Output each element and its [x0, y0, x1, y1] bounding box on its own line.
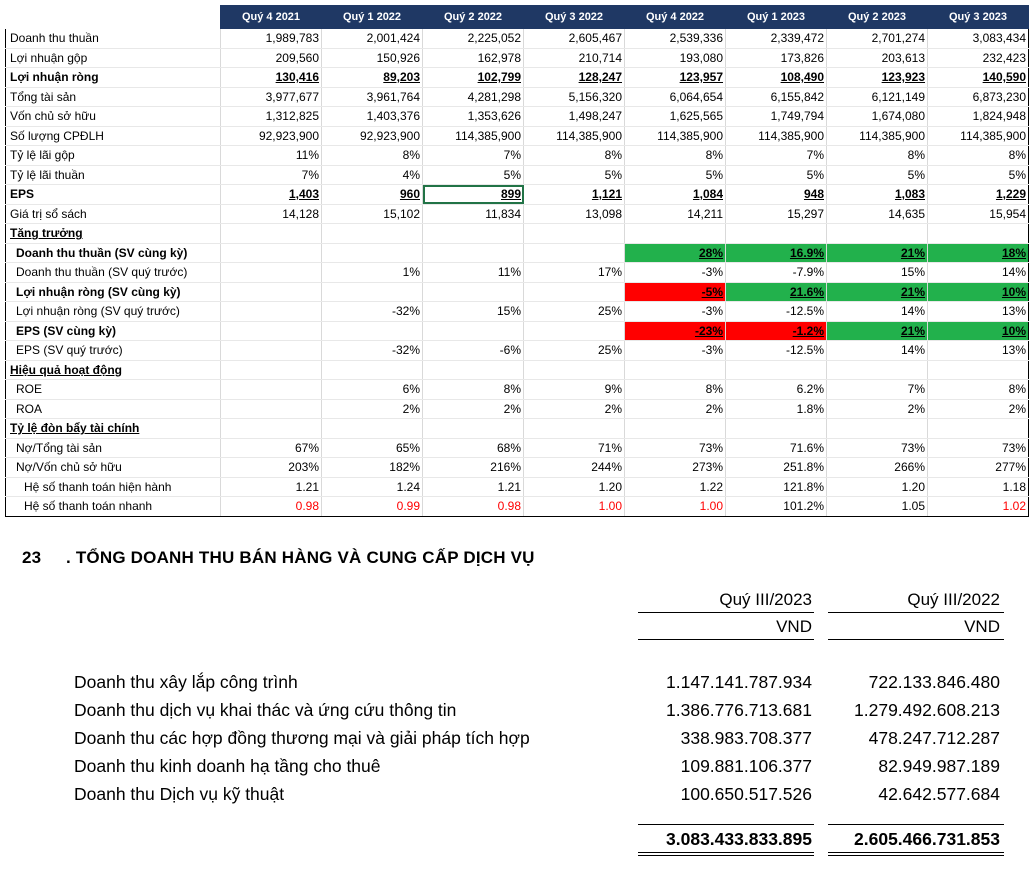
data-cell[interactable]: 5% [625, 165, 726, 185]
data-cell[interactable] [423, 224, 524, 244]
data-cell[interactable]: 13,098 [524, 204, 625, 224]
table-row [6, 68, 1029, 88]
revenue-item-label: Doanh thu xây lắp công trình [74, 672, 298, 692]
data-cell[interactable]: 15,297 [726, 204, 827, 224]
table-row [6, 48, 1029, 68]
data-cell[interactable] [928, 224, 1029, 244]
row-label[interactable]: Số lượng CPĐLH [6, 126, 221, 146]
data-cell[interactable]: 210,714 [524, 48, 625, 68]
data-cell[interactable] [928, 360, 1029, 380]
revenue-item-current: 100.650.517.526 [680, 784, 812, 804]
data-cell[interactable]: 0.98 [221, 497, 322, 517]
data-cell[interactable]: 1.02 [928, 497, 1029, 517]
row-label[interactable]: Tỷ lệ lãi gộp [6, 146, 221, 166]
data-cell[interactable]: 18% [928, 243, 1029, 263]
data-cell[interactable] [423, 282, 524, 302]
data-cell[interactable] [221, 302, 322, 322]
data-cell[interactable]: 73% [827, 438, 928, 458]
data-cell[interactable]: 8% [827, 146, 928, 166]
data-cell[interactable] [322, 419, 423, 439]
data-cell[interactable]: 244% [524, 458, 625, 478]
row-label[interactable]: ROA [6, 399, 221, 419]
corner-cell [6, 6, 221, 29]
data-cell[interactable]: 273% [625, 458, 726, 478]
data-cell[interactable]: 2,001,424 [322, 29, 423, 49]
data-cell[interactable]: 150,926 [322, 48, 423, 68]
revenue-item-current: 1.147.141.787.934 [666, 672, 812, 692]
row-label[interactable]: Doanh thu thuần (SV cùng kỳ) [6, 243, 221, 263]
table-row [6, 126, 1029, 146]
data-cell[interactable]: 73% [625, 438, 726, 458]
data-cell[interactable]: 1,989,783 [221, 29, 322, 49]
data-cell[interactable] [221, 263, 322, 283]
data-cell[interactable]: 2% [928, 399, 1029, 419]
data-cell[interactable]: 1,403,376 [322, 107, 423, 127]
data-cell[interactable]: -3% [625, 341, 726, 361]
data-cell[interactable]: 8% [928, 146, 1029, 166]
row-label[interactable]: Lợi nhuận ròng [6, 68, 221, 88]
table-row [6, 224, 1029, 244]
data-cell[interactable]: 17% [524, 263, 625, 283]
column-header[interactable]: Quý 4 2022 [625, 6, 726, 29]
data-cell[interactable] [221, 419, 322, 439]
data-cell[interactable]: 15,102 [322, 204, 423, 224]
data-cell[interactable]: 899 [423, 185, 524, 205]
data-cell[interactable]: 162,978 [423, 48, 524, 68]
data-cell[interactable]: 1,498,247 [524, 107, 625, 127]
table-row [6, 477, 1029, 497]
data-cell[interactable]: 13% [928, 302, 1029, 322]
data-cell[interactable]: 25% [524, 302, 625, 322]
data-cell[interactable] [524, 282, 625, 302]
data-cell[interactable]: 4% [322, 165, 423, 185]
data-cell[interactable]: 6,121,149 [827, 87, 928, 107]
total-prior: 2.605.466.731.853 [854, 829, 1000, 849]
data-cell[interactable]: 8% [322, 146, 423, 166]
row-label[interactable]: Hiệu quả hoạt động [6, 360, 221, 380]
data-cell[interactable]: 203% [221, 458, 322, 478]
data-cell[interactable]: 5% [524, 165, 625, 185]
data-cell[interactable] [726, 419, 827, 439]
data-cell[interactable]: 1,353,626 [423, 107, 524, 127]
data-cell[interactable]: 0.98 [423, 497, 524, 517]
data-cell[interactable] [827, 419, 928, 439]
data-cell[interactable] [322, 243, 423, 263]
data-cell[interactable]: 101.2% [726, 497, 827, 517]
data-cell[interactable]: 10% [928, 321, 1029, 341]
table-row [6, 165, 1029, 185]
data-cell[interactable]: 5% [423, 165, 524, 185]
data-cell[interactable] [625, 224, 726, 244]
data-cell[interactable] [423, 321, 524, 341]
data-cell[interactable]: 8% [928, 380, 1029, 400]
data-cell[interactable]: 14% [827, 341, 928, 361]
column-header[interactable]: Quý 4 2021 [221, 6, 322, 29]
data-cell[interactable]: 11% [221, 146, 322, 166]
data-cell[interactable]: 1,121 [524, 185, 625, 205]
data-cell[interactable]: 7% [423, 146, 524, 166]
data-cell[interactable]: 71% [524, 438, 625, 458]
data-cell[interactable]: 1,625,565 [625, 107, 726, 127]
data-cell[interactable]: 128,247 [524, 68, 625, 88]
data-cell[interactable]: 1,084 [625, 185, 726, 205]
header-rule [638, 639, 814, 640]
data-cell[interactable] [726, 224, 827, 244]
total-rule [828, 824, 1004, 825]
total-double-rule [828, 852, 1004, 853]
row-label[interactable]: EPS (SV cùng kỳ) [6, 321, 221, 341]
revenue-item-current: 338.983.708.377 [680, 728, 812, 748]
data-cell[interactable]: 2,605,467 [524, 29, 625, 49]
revenue-item-label: Doanh thu các hợp đồng thương mại và giải pháp tích hợp [74, 728, 530, 748]
revenue-item-prior: 1.279.492.608.213 [854, 700, 1000, 720]
data-cell[interactable]: -7.9% [726, 263, 827, 283]
data-cell[interactable] [221, 243, 322, 263]
data-cell[interactable]: 7% [221, 165, 322, 185]
table-row [6, 243, 1029, 263]
data-cell[interactable] [221, 399, 322, 419]
data-cell[interactable]: 3,083,434 [928, 29, 1029, 49]
table-row [6, 107, 1029, 127]
financial-summary-table [5, 5, 1029, 517]
data-cell[interactable]: 8% [423, 380, 524, 400]
data-cell[interactable]: 1.20 [827, 477, 928, 497]
row-label[interactable]: EPS (SV quý trước) [6, 341, 221, 361]
column-header-current: Quý III/2023 [719, 590, 812, 609]
data-cell[interactable]: 11,834 [423, 204, 524, 224]
data-cell[interactable] [524, 243, 625, 263]
table-row [6, 263, 1029, 283]
data-cell[interactable] [221, 360, 322, 380]
row-label[interactable]: Tỷ lệ đòn bẩy tài chính [6, 419, 221, 439]
data-cell[interactable]: 2,225,052 [423, 29, 524, 49]
data-cell[interactable]: -1.2% [726, 321, 827, 341]
data-cell[interactable]: 1.00 [524, 497, 625, 517]
data-cell[interactable]: 14,128 [221, 204, 322, 224]
data-cell[interactable]: 102,799 [423, 68, 524, 88]
data-cell[interactable]: -23% [625, 321, 726, 341]
data-cell[interactable]: 21% [827, 321, 928, 341]
data-cell[interactable]: 8% [625, 380, 726, 400]
column-header-prior: Quý III/2022 [907, 590, 1000, 609]
data-cell[interactable] [423, 360, 524, 380]
header-rule [828, 612, 1004, 613]
row-label[interactable]: EPS [6, 185, 221, 205]
note-number: 23 [22, 548, 42, 567]
data-cell[interactable]: 948 [726, 185, 827, 205]
total-double-rule [638, 855, 814, 856]
unit-label: VND [964, 617, 1000, 636]
data-cell[interactable]: 1,824,948 [928, 107, 1029, 127]
data-cell[interactable]: 193,080 [625, 48, 726, 68]
data-cell[interactable]: 1.00 [625, 497, 726, 517]
data-cell[interactable]: 8% [524, 146, 625, 166]
data-cell[interactable]: -5% [625, 282, 726, 302]
data-cell[interactable] [625, 419, 726, 439]
data-cell[interactable]: 28% [625, 243, 726, 263]
table-row [6, 321, 1029, 341]
data-cell[interactable]: 2,339,472 [726, 29, 827, 49]
revenue-item-prior: 82.949.987.189 [878, 756, 1000, 776]
data-cell[interactable] [221, 380, 322, 400]
data-cell[interactable]: 3,977,677 [221, 87, 322, 107]
data-cell[interactable]: 21.6% [726, 282, 827, 302]
data-cell[interactable] [625, 360, 726, 380]
data-cell[interactable]: 960 [322, 185, 423, 205]
data-cell[interactable]: 2% [524, 399, 625, 419]
data-cell[interactable]: -3% [625, 263, 726, 283]
data-cell[interactable]: 173,826 [726, 48, 827, 68]
data-cell[interactable]: 13% [928, 341, 1029, 361]
data-cell[interactable]: 277% [928, 458, 1029, 478]
revenue-item-current: 1.386.776.713.681 [666, 700, 812, 720]
data-cell[interactable]: 114,385,900 [625, 126, 726, 146]
revenue-item-label: Doanh thu dịch vụ khai thác và ứng cứu thông tin [74, 700, 457, 720]
revenue-item-label: Doanh thu kinh doanh hạ tầng cho thuê [74, 756, 381, 776]
data-cell[interactable]: 1.05 [827, 497, 928, 517]
row-label[interactable]: Nợ/Vốn chủ sở hữu [6, 458, 221, 478]
data-cell[interactable] [827, 224, 928, 244]
data-cell[interactable]: 2% [322, 399, 423, 419]
data-cell[interactable] [322, 282, 423, 302]
data-cell[interactable]: 1.21 [221, 477, 322, 497]
data-cell[interactable]: 15,954 [928, 204, 1029, 224]
data-cell[interactable]: 121.8% [726, 477, 827, 497]
data-cell[interactable]: 209,560 [221, 48, 322, 68]
data-cell[interactable]: 2,701,274 [827, 29, 928, 49]
data-cell[interactable]: 6,064,654 [625, 87, 726, 107]
data-cell[interactable]: 123,923 [827, 68, 928, 88]
data-cell[interactable]: -3% [625, 302, 726, 322]
data-cell[interactable]: 8% [625, 146, 726, 166]
total-current: 3.083.433.833.895 [666, 829, 812, 849]
row-label[interactable]: Tổng tài sản [6, 87, 221, 107]
data-cell[interactable]: 92,923,900 [221, 126, 322, 146]
row-label[interactable]: Giá trị sổ sách [6, 204, 221, 224]
data-cell[interactable] [221, 282, 322, 302]
row-label[interactable]: Lợi nhuận ròng (SV quý trước) [6, 302, 221, 322]
total-double-rule [828, 855, 1004, 856]
data-cell[interactable]: -32% [322, 302, 423, 322]
data-cell[interactable]: 114,385,900 [827, 126, 928, 146]
table-row [6, 380, 1029, 400]
data-cell[interactable]: 68% [423, 438, 524, 458]
data-cell[interactable]: 216% [423, 458, 524, 478]
table-row [6, 497, 1029, 517]
data-cell[interactable] [221, 321, 322, 341]
row-label[interactable]: ROE [6, 380, 221, 400]
data-cell[interactable]: 7% [827, 380, 928, 400]
table-row [6, 282, 1029, 302]
data-cell[interactable]: 14,635 [827, 204, 928, 224]
data-cell[interactable] [221, 224, 322, 244]
header-row [6, 6, 1029, 29]
table-row [6, 458, 1029, 478]
data-cell[interactable]: 10% [928, 282, 1029, 302]
data-cell[interactable] [524, 419, 625, 439]
data-cell[interactable]: 5% [726, 165, 827, 185]
data-cell[interactable]: -12.5% [726, 341, 827, 361]
data-cell[interactable]: 1.24 [322, 477, 423, 497]
table-row [6, 341, 1029, 361]
data-cell[interactable]: 1,229 [928, 185, 1029, 205]
row-label[interactable]: Tỷ lệ lãi thuần [6, 165, 221, 185]
data-cell[interactable]: 21% [827, 282, 928, 302]
revenue-note [0, 522, 1032, 872]
table-row [6, 360, 1029, 380]
data-cell[interactable]: 1,749,794 [726, 107, 827, 127]
data-cell[interactable]: 266% [827, 458, 928, 478]
data-cell[interactable]: 1.18 [928, 477, 1029, 497]
column-header[interactable]: Quý 2 2023 [827, 6, 928, 29]
data-cell[interactable]: 65% [322, 438, 423, 458]
data-cell[interactable] [322, 360, 423, 380]
data-cell[interactable]: 5,156,320 [524, 87, 625, 107]
data-cell[interactable]: 6.2% [726, 380, 827, 400]
data-cell[interactable]: 67% [221, 438, 322, 458]
data-cell[interactable]: 2,539,336 [625, 29, 726, 49]
table-row [6, 438, 1029, 458]
row-label[interactable]: Doanh thu thuần (SV quý trước) [6, 263, 221, 283]
row-label[interactable]: Doanh thu thuần [6, 29, 221, 49]
data-cell[interactable]: 203,613 [827, 48, 928, 68]
total-double-rule [638, 852, 814, 853]
data-cell[interactable] [322, 321, 423, 341]
data-cell[interactable]: 5% [928, 165, 1029, 185]
unit-label: VND [776, 617, 812, 636]
data-cell[interactable]: 1,403 [221, 185, 322, 205]
data-cell[interactable]: 0.99 [322, 497, 423, 517]
column-header[interactable]: Quý 2 2022 [423, 6, 524, 29]
data-cell[interactable]: 1.21 [423, 477, 524, 497]
data-cell[interactable]: 14,211 [625, 204, 726, 224]
data-cell[interactable]: 251.8% [726, 458, 827, 478]
data-cell[interactable]: 92,923,900 [322, 126, 423, 146]
row-label[interactable]: Tăng trưởng [6, 224, 221, 244]
data-cell[interactable]: 1,674,080 [827, 107, 928, 127]
data-cell[interactable]: 16.9% [726, 243, 827, 263]
revenue-item-prior: 42.642.577.684 [878, 784, 1000, 804]
data-cell[interactable]: 123,957 [625, 68, 726, 88]
data-cell[interactable]: -6% [423, 341, 524, 361]
data-cell[interactable] [928, 419, 1029, 439]
row-label[interactable]: Vốn chủ sở hữu [6, 107, 221, 127]
data-cell[interactable]: 182% [322, 458, 423, 478]
revenue-item-prior: 722.133.846.480 [868, 672, 1000, 692]
column-header[interactable]: Quý 1 2023 [726, 6, 827, 29]
row-label[interactable]: Lợi nhuận gộp [6, 48, 221, 68]
data-cell[interactable]: 2% [827, 399, 928, 419]
revenue-item-prior: 478.247.712.287 [868, 728, 1000, 748]
total-rule [638, 824, 814, 825]
data-cell[interactable]: 114,385,900 [524, 126, 625, 146]
data-cell[interactable]: 11% [423, 263, 524, 283]
data-cell[interactable] [322, 224, 423, 244]
data-cell[interactable]: 1.22 [625, 477, 726, 497]
data-cell[interactable]: 21% [827, 243, 928, 263]
data-cell[interactable]: 3,961,764 [322, 87, 423, 107]
data-cell[interactable] [726, 360, 827, 380]
data-cell[interactable]: 130,416 [221, 68, 322, 88]
data-cell[interactable]: 14% [928, 263, 1029, 283]
table-row [6, 146, 1029, 166]
table-row [6, 29, 1029, 49]
data-cell[interactable]: 108,490 [726, 68, 827, 88]
data-cell[interactable]: 7% [726, 146, 827, 166]
row-label[interactable]: Lợi nhuận ròng (SV cùng kỳ) [6, 282, 221, 302]
note-title-text: . TỔNG DOANH THU BÁN HÀNG VÀ CUNG CẤP DỊCH VỤ [66, 548, 535, 567]
data-cell[interactable]: 1,083 [827, 185, 928, 205]
data-cell[interactable]: 1.20 [524, 477, 625, 497]
row-label[interactable]: Hệ số thanh toán nhanh [6, 497, 221, 517]
column-header[interactable]: Quý 1 2022 [322, 6, 423, 29]
data-cell[interactable] [221, 341, 322, 361]
table-row [6, 302, 1029, 322]
data-cell[interactable] [423, 243, 524, 263]
data-cell[interactable]: 1.8% [726, 399, 827, 419]
data-cell[interactable]: 114,385,900 [928, 126, 1029, 146]
data-cell[interactable]: 15% [423, 302, 524, 322]
row-label[interactable]: Hệ số thanh toán hiện hành [6, 477, 221, 497]
data-cell[interactable] [423, 419, 524, 439]
data-cell[interactable]: 14% [827, 302, 928, 322]
data-cell[interactable]: 71.6% [726, 438, 827, 458]
table-row [6, 87, 1029, 107]
data-cell[interactable] [524, 224, 625, 244]
revenue-item-label: Doanh thu Dịch vụ kỹ thuật [74, 784, 285, 804]
table-row [6, 399, 1029, 419]
table-row [6, 419, 1029, 439]
data-cell[interactable]: 2% [423, 399, 524, 419]
data-cell[interactable] [524, 360, 625, 380]
data-cell[interactable]: 15% [827, 263, 928, 283]
data-cell[interactable]: -32% [322, 341, 423, 361]
data-cell[interactable]: 73% [928, 438, 1029, 458]
data-cell[interactable] [524, 321, 625, 341]
header-rule [828, 639, 1004, 640]
data-cell[interactable]: 6,155,842 [726, 87, 827, 107]
table-body [6, 29, 1029, 517]
data-cell[interactable]: 89,203 [322, 68, 423, 88]
data-cell[interactable]: 114,385,900 [423, 126, 524, 146]
data-cell[interactable]: 2% [625, 399, 726, 419]
data-cell[interactable]: 6,873,230 [928, 87, 1029, 107]
revenue-item-current: 109.881.106.377 [680, 756, 812, 776]
data-cell[interactable]: 1,312,825 [221, 107, 322, 127]
column-header[interactable]: Quý 3 2023 [928, 6, 1029, 29]
data-cell[interactable]: 4,281,298 [423, 87, 524, 107]
data-cell[interactable]: 9% [524, 380, 625, 400]
data-cell[interactable] [827, 360, 928, 380]
note-title [22, 548, 535, 568]
header-rule [638, 612, 814, 613]
data-cell[interactable]: 232,423 [928, 48, 1029, 68]
data-cell[interactable]: 6% [322, 380, 423, 400]
data-cell[interactable]: 1% [322, 263, 423, 283]
data-cell[interactable]: 114,385,900 [726, 126, 827, 146]
data-cell[interactable]: 5% [827, 165, 928, 185]
data-cell[interactable]: 140,590 [928, 68, 1029, 88]
column-header[interactable]: Quý 3 2022 [524, 6, 625, 29]
table-row [6, 204, 1029, 224]
row-label[interactable]: Nợ/Tổng tài sản [6, 438, 221, 458]
data-cell[interactable]: 25% [524, 341, 625, 361]
table-row [6, 185, 1029, 205]
data-cell[interactable]: -12.5% [726, 302, 827, 322]
